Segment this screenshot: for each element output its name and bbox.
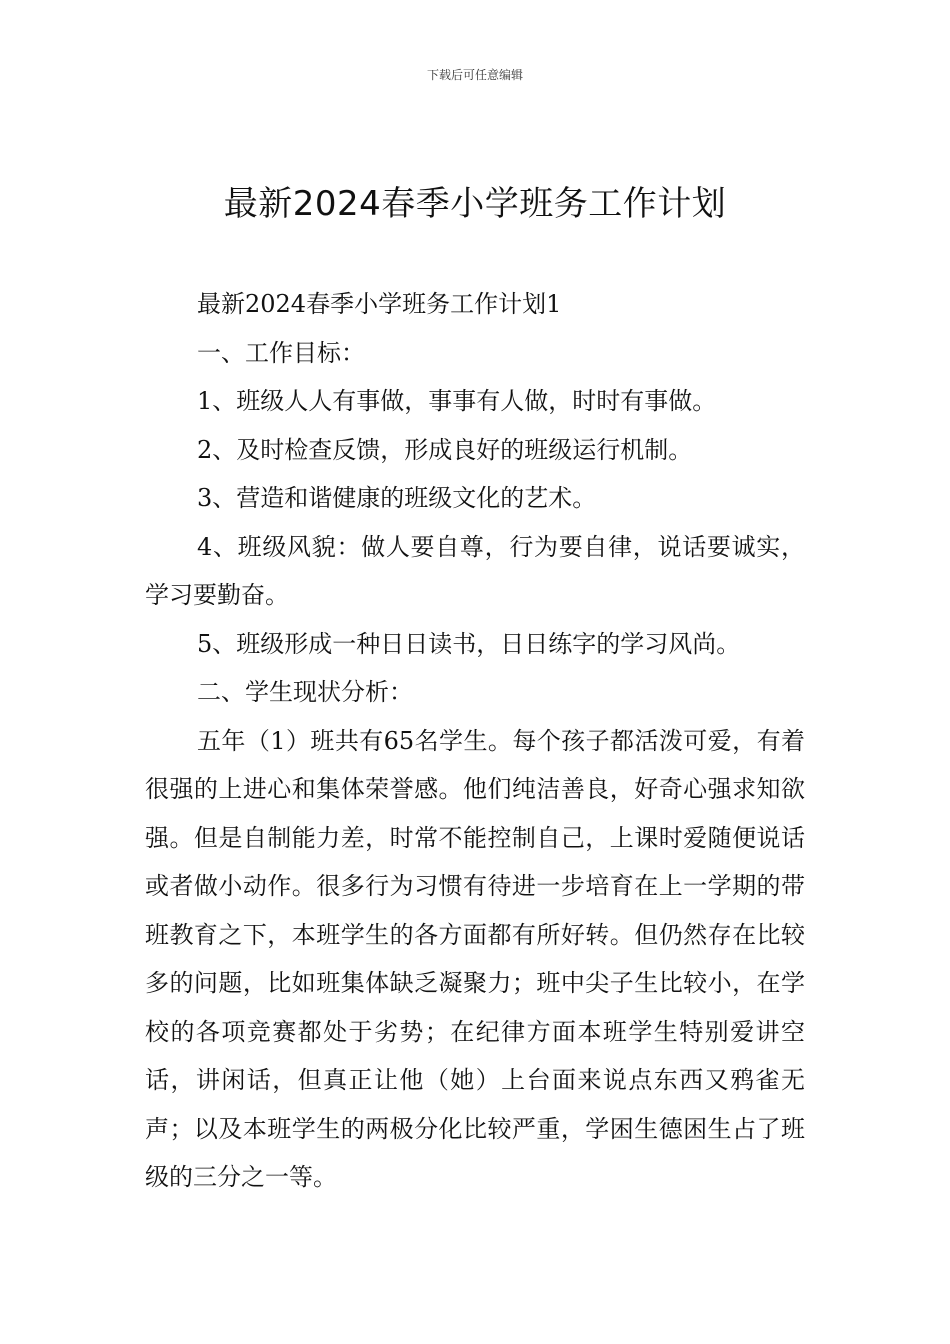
section-heading-analysis: 二、学生现状分析： (197, 678, 413, 706)
document-body (145, 280, 805, 1202)
analysis-paragraph: 五年（1）班共有65名学生。每个孩子都活泼可爱，有着很强的上进心和集体荣誉感。他们纯洁善良，好奇心强求知欲强。但是自制能力差，时常不能控制自己，上课时爱随便说话或者做小动作。很多行为习惯有待进一步培育在上一学期的带班教育之下，本班学生的各方面都有所好转。但仍然存在比较多的问题，比如班集体缺乏凝聚力；班中尖子生比较小，在学校的各项竞赛都处于劣势；在纪律方面本班学生特别爱讲空话，讲闲话，但真正让他（她）上台面来说点东西又鸦雀无声；以及本班学生的两极分化比较严重，学困生德困生占了班级的三分之一等。 (145, 726, 805, 1191)
document-title: 最新2024春季小学班务工作计划 (223, 184, 727, 224)
goal-item-4: 4、班级风貌：做人要自尊，行为要自律，说话要诚实，学习要勤奋。 (145, 532, 805, 609)
page-header-note: 下载后可任意编辑 (426, 68, 523, 82)
goal-item-1: 1、班级人人有事做，事事有人做，时时有事做。 (197, 387, 717, 415)
section-heading-plan-1: 最新2024春季小学班务工作计划1 (197, 290, 562, 318)
goal-item-5: 5、班级形成一种日日读书，日日练字的学习风尚。 (197, 629, 741, 658)
goal-item-2: 2、及时检查反馈，形成良好的班级运行机制。 (197, 435, 693, 464)
section-heading-goals: 一、工作目标： (197, 338, 365, 367)
goal-item-3: 3、营造和谐健康的班级文化的艺术。 (197, 484, 597, 512)
